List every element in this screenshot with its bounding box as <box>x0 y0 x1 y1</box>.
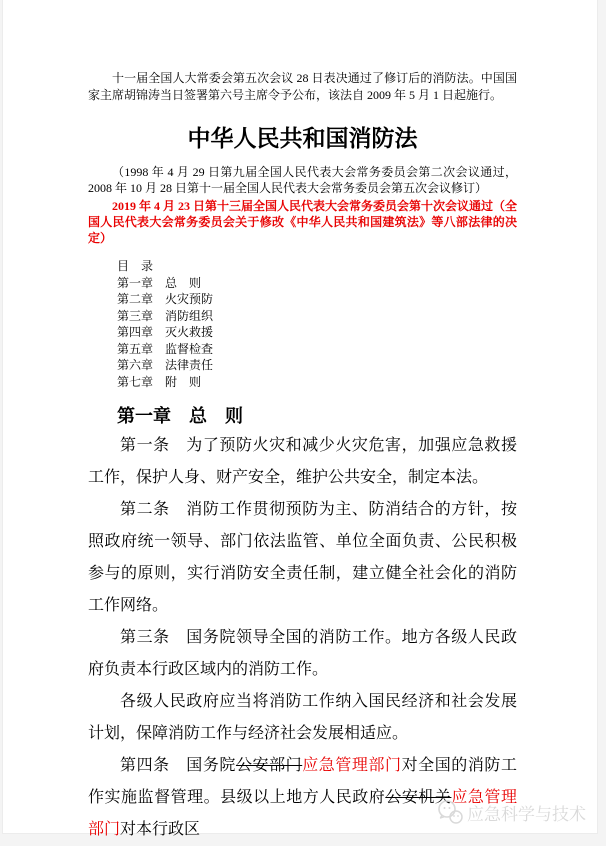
law-article-paragraph <box>88 622 517 686</box>
toc-item: 第七章 附 则 <box>117 374 202 389</box>
document-page <box>2 0 598 838</box>
law-title: 中华人民共和国消防法 <box>187 126 418 151</box>
law-article-paragraph <box>88 494 517 622</box>
toc-item: 第三章 消防组织 <box>117 308 214 323</box>
toc-item: 第一章 总 则 <box>117 275 202 290</box>
article-text: 第一条 为了预防火灾和减少火灾危害，加强应急救援工作，保护人身、财产安全，维护公共安全，制定本法。 <box>88 437 517 486</box>
toc-list <box>117 275 517 391</box>
enactment-note: （1998 年 4 月 29 日第九届全国人民代表大会常务委员会第二次会议通过，2008 年 10 月 28 日第十一届全国人民代表大会常务委员会第五次会议修订） <box>88 165 517 195</box>
amendment-note: 2019 年 4 月 23 日第十三届全国人民代表大会常务委员会第十次会议通过（全国人民代表大会常务委员会关于修改《中华人民共和国建筑法》等八部法律的决定） <box>88 199 518 245</box>
article-text: 对本行政区 <box>120 821 201 838</box>
chat-bubbles-icon <box>436 798 464 826</box>
toc-item: 第五章 监督检查 <box>117 341 214 356</box>
deleted-text: 公安部门 <box>235 757 303 774</box>
law-article-paragraph <box>88 430 517 494</box>
watermark-label: 应急科学与技术 <box>467 804 586 824</box>
watermark <box>436 798 586 826</box>
page-content <box>3 0 597 846</box>
article-text: 第二条 消防工作贯彻预防为主、防消结合的方针，按照政府统一领导、部门依法监管、单位全面负责、公民积极参与的原则，实行消防安全责任制，建立健全社会化的消防工作网络。 <box>88 501 517 614</box>
amended-text: 应急管理部门 <box>88 789 517 838</box>
article-text: 第三条 国务院领导全国的消防工作。地方各级人民政府负责本行政区域内的消防工作。 <box>88 629 517 678</box>
law-article-paragraph <box>88 686 517 750</box>
article-text: 对全国的消防工作实施监督管理。县级以上地方人民政府 <box>88 757 517 806</box>
chapter-articles <box>88 430 517 846</box>
toc-item: 第四章 灭火救援 <box>117 325 214 339</box>
toc-item: 第六章 法律责任 <box>117 358 214 372</box>
toc-item: 第二章 火灾预防 <box>117 292 214 306</box>
article-text: 各级人民政府应当将消防工作纳入国民经济和社会发展计划，保障消防工作与经济社会发展相适应。 <box>88 693 517 742</box>
deleted-text: 公安机关 <box>385 789 452 806</box>
article-text: 第四条 国务院 <box>120 757 236 774</box>
intro-paragraph: 十一届全国人大常委会第五次会议 28 日表决通过了修订后的消防法。中国国家主席胡锦涛当日签署第六号主席令予公布，该法自 2009 年 5 月 1 日起施行。 <box>88 71 517 102</box>
toc-heading: 目 录 <box>117 259 154 273</box>
table-of-contents <box>117 258 517 390</box>
amended-text: 应急管理部门 <box>302 757 402 774</box>
chapter-heading: 第一章 总 则 <box>117 406 243 426</box>
